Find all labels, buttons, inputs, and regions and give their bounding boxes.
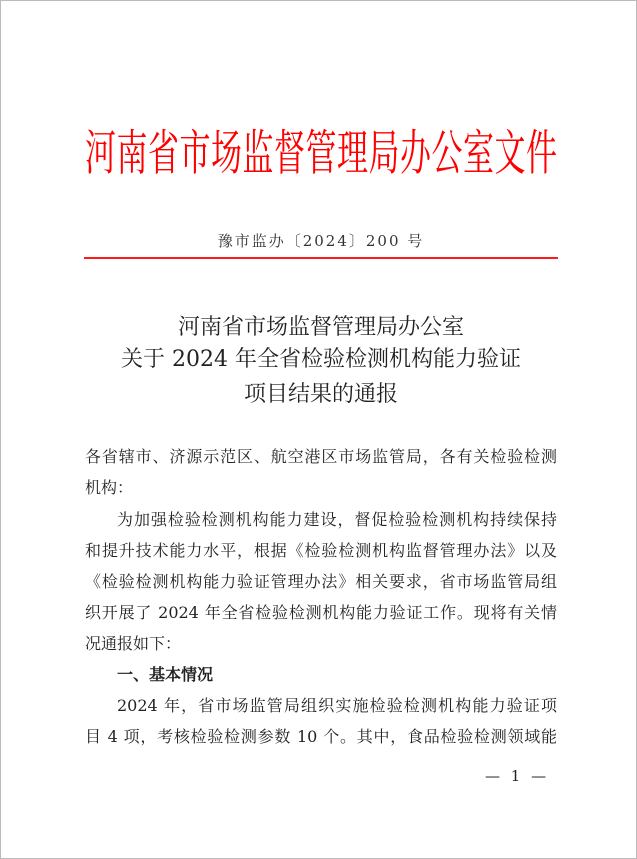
paragraph-line: 况通报如下： bbox=[85, 634, 182, 653]
paragraph-line: 为加强检验检测机构能力建设，督促检验检测机构持续保持 bbox=[117, 510, 557, 529]
paragraph-line: 2024 年，省市场监管局组织实施检验检测机构能力验证项 bbox=[117, 696, 557, 715]
paragraph-line: 和提升技术能力水平，根据《检验检测机构监督管理办法》以及 bbox=[85, 541, 557, 560]
section-heading: 一、基本情况 bbox=[117, 665, 214, 684]
paragraph-line: 《检验检测机构能力验证管理办法》相关要求，省市场监管局组 bbox=[85, 572, 557, 591]
issuer-title: 河南省市场监督管理局办公室文件 bbox=[85, 125, 558, 182]
addressee: 机构： bbox=[85, 478, 134, 497]
page-number: — 1 — bbox=[485, 767, 550, 785]
red-divider bbox=[84, 257, 558, 259]
document-title-line: 河南省市场监督管理局办公室 bbox=[177, 315, 464, 340]
paragraph-line: 织开展了 2024 年全省检验检测机构能力验证工作。现将有关情 bbox=[85, 603, 557, 622]
paragraph-line: 目 4 项，考核检验检测参数 10 个。其中，食品检验检测领域能 bbox=[85, 727, 557, 746]
document-number: 豫市监办〔2024〕200 号 bbox=[217, 232, 425, 250]
document-title-line: 关于 2024 年全省检验检测机构能力验证 bbox=[121, 347, 521, 372]
addressee: 各省辖市、济源示范区、航空港区市场监管局，各有关检验检测 bbox=[85, 447, 557, 466]
document-title-line: 项目结果的通报 bbox=[243, 382, 398, 407]
